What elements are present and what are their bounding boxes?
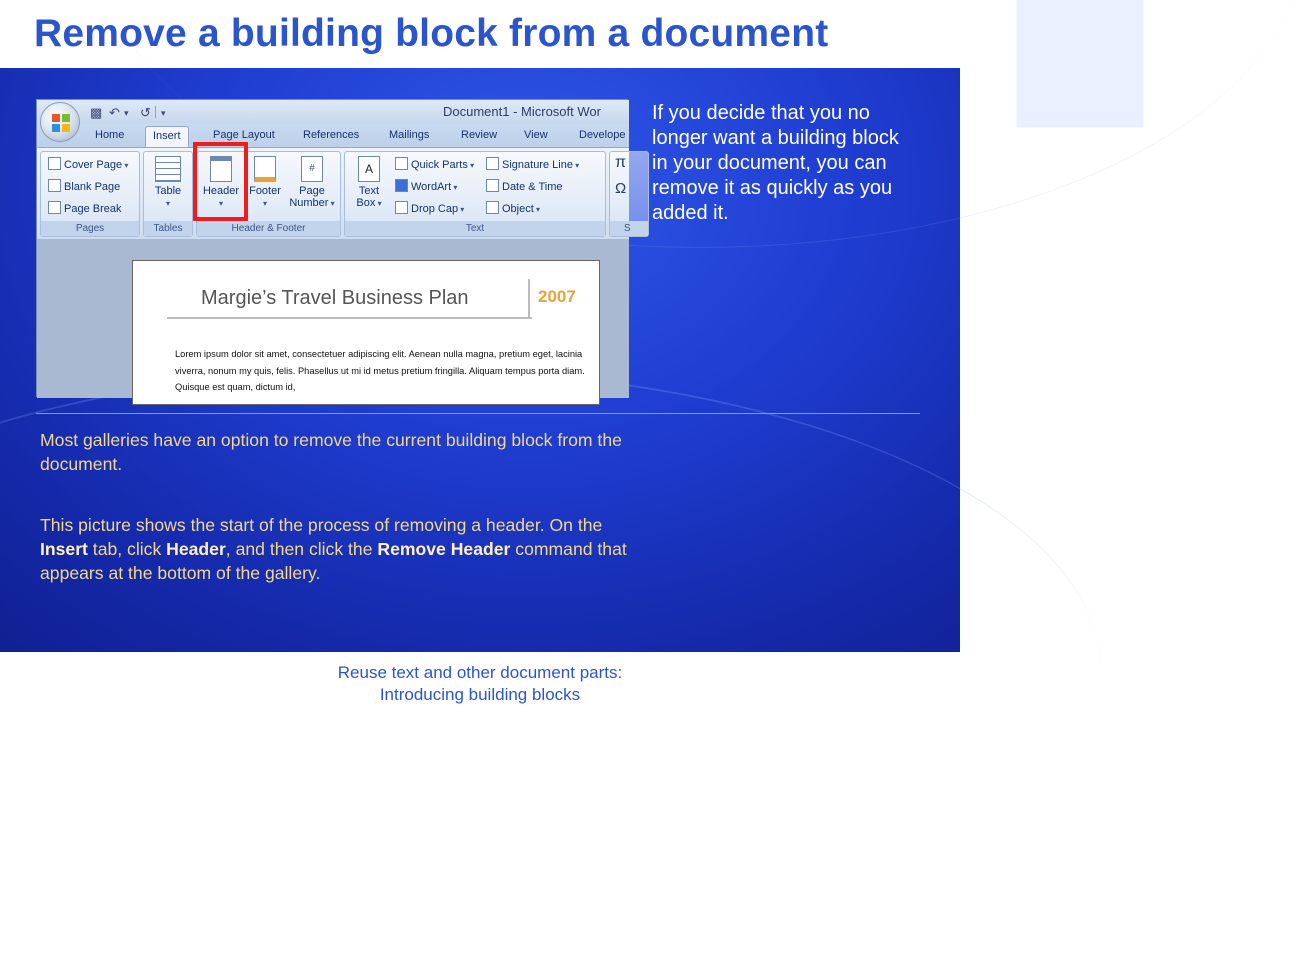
group-text [344, 151, 606, 237]
instructions-text: command that appears at the bottom of the gallery. [40, 539, 627, 583]
group-label-pages: Pages [41, 221, 139, 236]
text-box-label-2: Box [356, 197, 376, 209]
redo-icon[interactable]: ↺ [140, 105, 151, 120]
header-horizontal-rule [167, 317, 532, 319]
date-time-button[interactable] [486, 178, 563, 196]
text-box-button[interactable] [349, 156, 389, 222]
instructions-bold-header: Header [166, 539, 226, 559]
group-label-tables: Tables [144, 221, 192, 236]
text-box-label: Text [358, 185, 380, 197]
page-number-button[interactable] [287, 156, 337, 222]
object-button[interactable] [486, 200, 540, 218]
signature-line-icon [486, 157, 499, 170]
blank-page-icon [48, 179, 61, 192]
header-label: Header [202, 185, 240, 197]
cover-page-button[interactable] [48, 156, 128, 174]
signature-line-label: Signature Line [502, 159, 573, 171]
instructions-bold-insert: Insert [40, 539, 88, 559]
tab-developer[interactable]: Develope [579, 129, 626, 141]
footer-button[interactable] [245, 156, 285, 222]
document-body-text: Lorem ipsum dolor sit amet, consectetuer adipiscing elit. Aenean nulla magna, pretium eget, lacinia viverra, nonum my quis, felis. Phasellus ut mi id metus pretium fringilla. Aliquam tempus porta diam. Quisque est quam, dictum id, [175, 349, 585, 392]
instructions-text: tab, click [87, 539, 167, 559]
drop-cap-label: Drop Cap [411, 203, 459, 215]
date-time-icon [486, 179, 499, 192]
office-logo-icon [51, 113, 71, 133]
header-vertical-rule [528, 279, 530, 317]
qat-separator [155, 106, 156, 118]
wordart-label: WordArt [411, 181, 452, 193]
slide-title: Remove a building block from a document [34, 12, 829, 55]
group-label-symbols: S [610, 221, 648, 236]
instructions-bold-remove-header: Remove Header [377, 539, 511, 559]
drop-cap-button[interactable] [395, 200, 464, 218]
divider-line [36, 413, 920, 414]
document-header-title: Margie’s Travel Business Plan [201, 287, 469, 309]
page-number-label-2: Number [289, 197, 329, 209]
document-page[interactable] [132, 260, 600, 405]
intro-text: If you decide that you no longer want a building block in your document, you can remove it as quickly as you added it. [652, 102, 899, 224]
dropdown-arrow-icon: ▾ [328, 199, 335, 208]
equation-button[interactable]: π [615, 154, 627, 171]
tab-review[interactable]: Review [461, 129, 498, 141]
customize-qat-icon[interactable]: ▾ [161, 108, 166, 118]
dropdown-arrow-icon: ▾ [451, 183, 458, 192]
window-title: Document1 - Microsoft Wor [443, 104, 601, 119]
tab-insert[interactable]: Insert [145, 126, 189, 147]
quick-parts-label: Quick Parts [411, 159, 468, 171]
symbol-button[interactable]: Ω [615, 180, 627, 197]
dropdown-arrow-icon: ▾ [458, 205, 465, 214]
quick-access-toolbar [37, 100, 629, 124]
signature-line-button[interactable] [486, 156, 579, 174]
quick-parts-button[interactable] [395, 156, 474, 174]
undo-dropdown-icon[interactable]: ▾ [124, 108, 129, 118]
page-number-icon: # [301, 156, 323, 182]
page-break-label: Page Break [64, 203, 122, 215]
page-number-label: Page [299, 185, 325, 197]
date-time-label: Date & Time [502, 181, 563, 193]
galleries-paragraph: Most galleries have an option to remove the current building block from the document. [40, 430, 622, 474]
cover-page-icon [48, 157, 61, 170]
dropdown-arrow-icon: ▾ [262, 199, 267, 208]
dropdown-arrow-icon: ▾ [572, 161, 580, 170]
table-button[interactable] [148, 156, 188, 222]
blank-page-button[interactable] [48, 178, 120, 196]
table-label: Table [154, 185, 182, 197]
drop-cap-icon [395, 201, 408, 214]
wordart-button[interactable] [395, 178, 457, 196]
group-label-text: Text [345, 221, 605, 236]
dropdown-arrow-icon: ▾ [122, 161, 129, 170]
blank-page-label: Blank Page [64, 181, 121, 193]
wordart-icon [395, 179, 408, 192]
object-label: Object [502, 203, 534, 215]
tab-home[interactable]: Home [95, 129, 125, 141]
cover-page-label: Cover Page [64, 159, 123, 171]
footer-line-2: Introducing building blocks [379, 685, 581, 704]
footer-label: Footer [249, 185, 281, 197]
header-button-highlight [193, 142, 248, 221]
dropdown-arrow-icon: ▾ [165, 199, 170, 208]
tab-references[interactable]: References [303, 129, 360, 141]
dropdown-arrow-icon: ▾ [218, 199, 223, 208]
instructions-paragraph [40, 513, 640, 585]
instructions-text: This picture shows the start of the process of removing a header. On the [40, 515, 603, 535]
object-icon [486, 201, 499, 214]
ribbon [37, 147, 629, 239]
footer-icon [254, 156, 276, 182]
table-icon [155, 156, 181, 182]
document-area [37, 239, 629, 398]
dropdown-arrow-icon: ▾ [467, 161, 475, 170]
office-button[interactable] [40, 102, 80, 142]
undo-icon[interactable]: ↶ [109, 105, 120, 120]
ribbon-tab-row [37, 124, 629, 147]
footer-line-1: Reuse text and other document parts: [337, 663, 623, 682]
group-tables [143, 151, 193, 237]
group-label-header-footer: Header & Footer [197, 221, 340, 236]
footer [0, 652, 960, 720]
group-symbols [609, 151, 649, 237]
page-break-button[interactable] [48, 200, 121, 218]
tab-mailings[interactable]: Mailings [389, 129, 430, 141]
page-break-icon [48, 201, 61, 214]
dropdown-arrow-icon: ▾ [375, 199, 382, 208]
instructions-text: , and then click the [225, 539, 378, 559]
document-header-year: 2007 [538, 287, 576, 306]
tab-view[interactable]: View [524, 129, 548, 141]
word-screenshot [36, 99, 631, 397]
group-pages [40, 151, 140, 237]
text-box-icon: A [358, 156, 380, 182]
save-icon[interactable]: ▩ [90, 105, 103, 120]
tab-page-layout[interactable]: Page Layout [213, 129, 275, 141]
quick-parts-icon [395, 157, 408, 170]
dropdown-arrow-icon: ▾ [533, 205, 541, 214]
